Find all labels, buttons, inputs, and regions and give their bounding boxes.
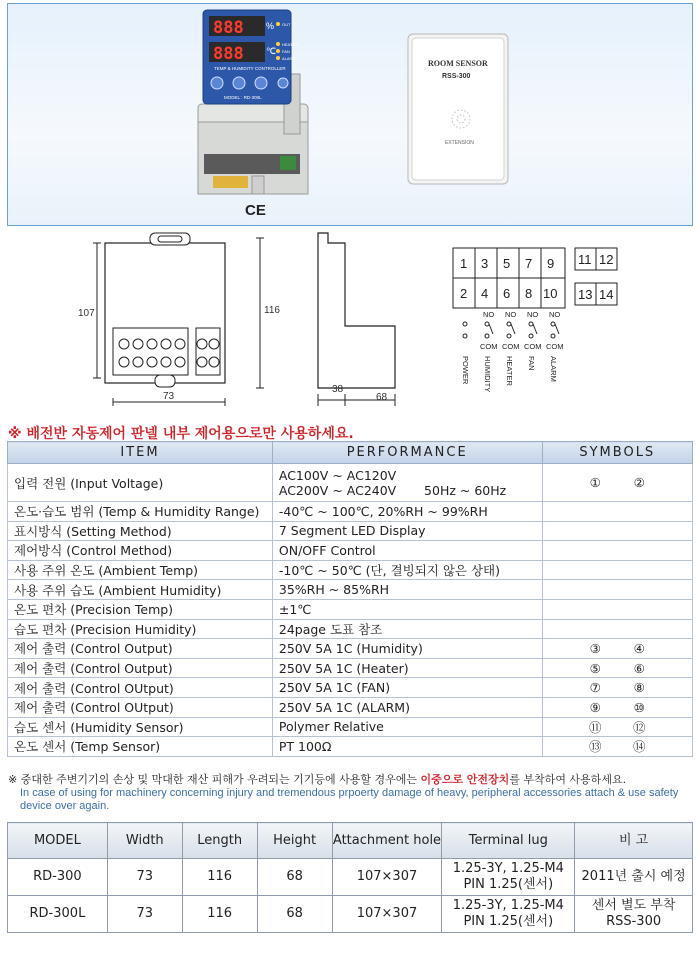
row-item: 표시방식 (Setting Method) (8, 521, 273, 541)
bottom-display-digits: 888 (213, 44, 244, 64)
table-row (8, 464, 693, 502)
cell-note: 센서 별도 부착 RSS-300 (575, 896, 693, 933)
safety-warning-english: In case of using for machinery concerning injury and tremendous prpoerty damage of heavy, peripheral accessories attach & use safety device over again. (20, 787, 679, 812)
header-note: 비 고 (575, 823, 693, 859)
cell-length: 116 (182, 896, 257, 933)
header-item: ITEM (8, 442, 273, 464)
indicator-heater: HEATER (282, 42, 298, 47)
header-model: MODEL (8, 823, 108, 859)
terminal-1: 1 (460, 256, 468, 271)
terminal-4: 4 (481, 286, 489, 301)
output-heater: HEATER (505, 356, 514, 386)
panel-title-text: TEMP & HUMIDITY CONTROLLER (214, 66, 286, 71)
table-row (8, 658, 693, 678)
terminal-9: 9 (547, 256, 555, 271)
row-performance: -40℃ ~ 100℃, 20%RH ~ 99%RH (272, 502, 542, 522)
terminal-5: 5 (503, 256, 511, 271)
model-table (7, 822, 693, 933)
indicator-alarm: ALARM (282, 56, 296, 61)
output-power: POWER (461, 356, 470, 385)
row-symbols: ⑦ ⑧ (542, 678, 692, 698)
row-performance: 250V 5A 1C (FAN) (272, 678, 542, 698)
row-performance: ON/OFF Control (272, 541, 542, 561)
header-height: Height (257, 823, 332, 859)
header-lug: Terminal lug (442, 823, 575, 859)
panel-button-4[interactable] (278, 78, 288, 88)
row-item: 온도 편차 (Precision Temp) (8, 599, 273, 619)
cell-lug: 1.25-3Y, 1.25-M4 PIN 1.25(센서) (442, 896, 575, 933)
bottom-unit: ℃ (266, 46, 277, 56)
row-symbols (542, 521, 692, 541)
row-performance: 7 Segment LED Display (272, 521, 542, 541)
panel-model-text: MODEL : RD-300L (224, 95, 262, 100)
row-symbols: ⑤ ⑥ (542, 658, 692, 678)
svg-text:EXTENSION: EXTENSION (445, 140, 474, 146)
com-label-4: COM (546, 342, 564, 351)
dimension-drawings (0, 228, 700, 418)
header-symbols: SYMBOLS (542, 442, 692, 464)
product-photo-panel (7, 3, 693, 226)
output-humidity: HUMIDITY (483, 356, 492, 393)
top-unit: % (266, 21, 275, 31)
table-row (8, 717, 693, 737)
row-item: 제어 출력 (Control OUtput) (8, 697, 273, 717)
room-sensor-title: ROOM SENSOR (428, 59, 488, 68)
com-label-1: COM (480, 342, 498, 351)
row-performance (272, 464, 542, 502)
room-sensor-model: RSS-300 (442, 73, 471, 80)
no-label-1: NO (483, 310, 495, 319)
cell-hole: 107×307 (332, 859, 442, 896)
header-performance: PERFORMANCE (272, 442, 542, 464)
terminal-2: 2 (460, 286, 468, 301)
table-row (8, 599, 693, 619)
row-symbols (542, 580, 692, 600)
terminal-10: 10 (543, 286, 558, 301)
row-item: 제어 출력 (Control Output) (8, 658, 273, 678)
no-label-4: NO (549, 310, 561, 319)
cell-note: 2011년 출시 예정 (575, 859, 693, 896)
row-item: 습도 편차 (Precision Humidity) (8, 619, 273, 639)
panel-button-2[interactable] (233, 77, 245, 89)
row-symbols: ⑪ ⑫ (542, 717, 692, 737)
indicator-out: OUT (282, 22, 291, 27)
table-row (8, 619, 693, 639)
no-label-2: NO (505, 310, 517, 319)
row-performance: 35%RH ~ 85%RH (272, 580, 542, 600)
row-performance: ±1℃ (272, 599, 542, 619)
row-performance: 250V 5A 1C (ALARM) (272, 697, 542, 717)
dim-depth-small: 38 (332, 384, 344, 395)
terminal-14: 14 (599, 287, 614, 302)
dim-depth: 68 (376, 392, 388, 403)
row-symbols: ① ② (542, 464, 692, 502)
row-item: 제어 출력 (Control Output) (8, 639, 273, 659)
output-fan: FAN (527, 356, 536, 371)
terminal-13: 13 (578, 287, 593, 302)
model-header-row (8, 823, 693, 859)
table-row (8, 560, 693, 580)
safety-warning-korean: ※ 중대한 주변기기의 손상 및 막대한 재산 피해가 우려되는 기기등에 사용할 경우에는 이중으로 안전장치를 부착하여 사용하세요. (8, 773, 627, 786)
terminal-6: 6 (503, 286, 511, 301)
row-performance: -10℃ ~ 50℃ (단, 결빙되지 않은 상태) (272, 560, 542, 580)
controller-device-image (8, 4, 694, 227)
cell-model: RD-300 (8, 859, 108, 896)
row-symbols: ⑨ ⑩ (542, 697, 692, 717)
terminal-11: 11 (578, 252, 592, 267)
row-symbols (542, 599, 692, 619)
table-row (8, 521, 693, 541)
com-label-3: COM (524, 342, 542, 351)
cell-model: RD-300L (8, 896, 108, 933)
cell-length: 116 (182, 859, 257, 896)
perf-line-1: AC100V ~ AC120V (278, 467, 397, 483)
row-symbols: ⑬ ⑭ (542, 737, 692, 757)
cell-height: 68 (257, 896, 332, 933)
spec-table (7, 441, 693, 757)
row-symbols (542, 541, 692, 561)
terminal-8: 8 (525, 286, 533, 301)
cell-width: 73 (107, 896, 182, 933)
row-symbols (542, 619, 692, 639)
dim-front-height: 107 (78, 308, 95, 319)
header-length: Length (182, 823, 257, 859)
cell-hole: 107×307 (332, 896, 442, 933)
table-row (8, 737, 693, 757)
dim-side-height: 116 (264, 305, 280, 316)
table-row (8, 639, 693, 659)
table-row (8, 502, 693, 522)
panel-button-1[interactable] (211, 77, 223, 89)
table-row (8, 678, 693, 698)
terminal-7: 7 (525, 256, 533, 271)
row-item: 습도 센서 (Humidity Sensor) (8, 717, 273, 737)
row-performance: 250V 5A 1C (Heater) (272, 658, 542, 678)
row-item: 입력 전원 (Input Voltage) (8, 464, 273, 502)
row-symbols: ③ ④ (542, 639, 692, 659)
panel-use-warning: ※ 배전반 자동제어 판넬 내부 제어용으로만 사용하세요. (8, 426, 354, 442)
com-label-2: COM (502, 342, 520, 351)
terminal-12: 12 (599, 252, 614, 267)
header-width: Width (107, 823, 182, 859)
row-item: 온도 센서 (Temp Sensor) (8, 737, 273, 757)
terminal-3: 3 (481, 256, 489, 271)
table-row (8, 541, 693, 561)
no-label-3: NO (527, 310, 539, 319)
dim-width: 73 (163, 391, 175, 402)
row-symbols (542, 560, 692, 580)
top-display-digits: 888 (213, 18, 244, 38)
table-row (8, 697, 693, 717)
row-performance: PT 100Ω (272, 737, 542, 757)
table-row (8, 580, 693, 600)
cell-width: 73 (107, 859, 182, 896)
row-item: 사용 주위 온도 (Ambient Temp) (8, 560, 273, 580)
row-item: 사용 주위 습도 (Ambient Humidity) (8, 580, 273, 600)
row-item: 제어 출력 (Control OUtput) (8, 678, 273, 698)
row-performance: 24page 도표 참조 (272, 619, 542, 639)
indicator-fan: FAN (282, 49, 290, 54)
row-symbols (542, 502, 692, 522)
panel-button-3[interactable] (255, 77, 267, 89)
perf-line-2: AC200V ~ AC240V 50Hz ~ 60Hz (278, 482, 507, 498)
cell-height: 68 (257, 859, 332, 896)
row-performance: Polymer Relative (272, 717, 542, 737)
header-hole: Attachment hole (332, 823, 442, 859)
spec-header-row (8, 442, 693, 464)
row-item: 온도·습도 범위 (Temp & Humidity Range) (8, 502, 273, 522)
output-alarm: ALARM (549, 356, 558, 382)
cell-lug: 1.25-3Y, 1.25-M4 PIN 1.25(센서) (442, 859, 575, 896)
row-item: 제어방식 (Control Method) (8, 541, 273, 561)
table-row (8, 896, 693, 933)
ce-mark: CE (245, 202, 266, 219)
row-performance: 250V 5A 1C (Humidity) (272, 639, 542, 659)
table-row (8, 859, 693, 896)
